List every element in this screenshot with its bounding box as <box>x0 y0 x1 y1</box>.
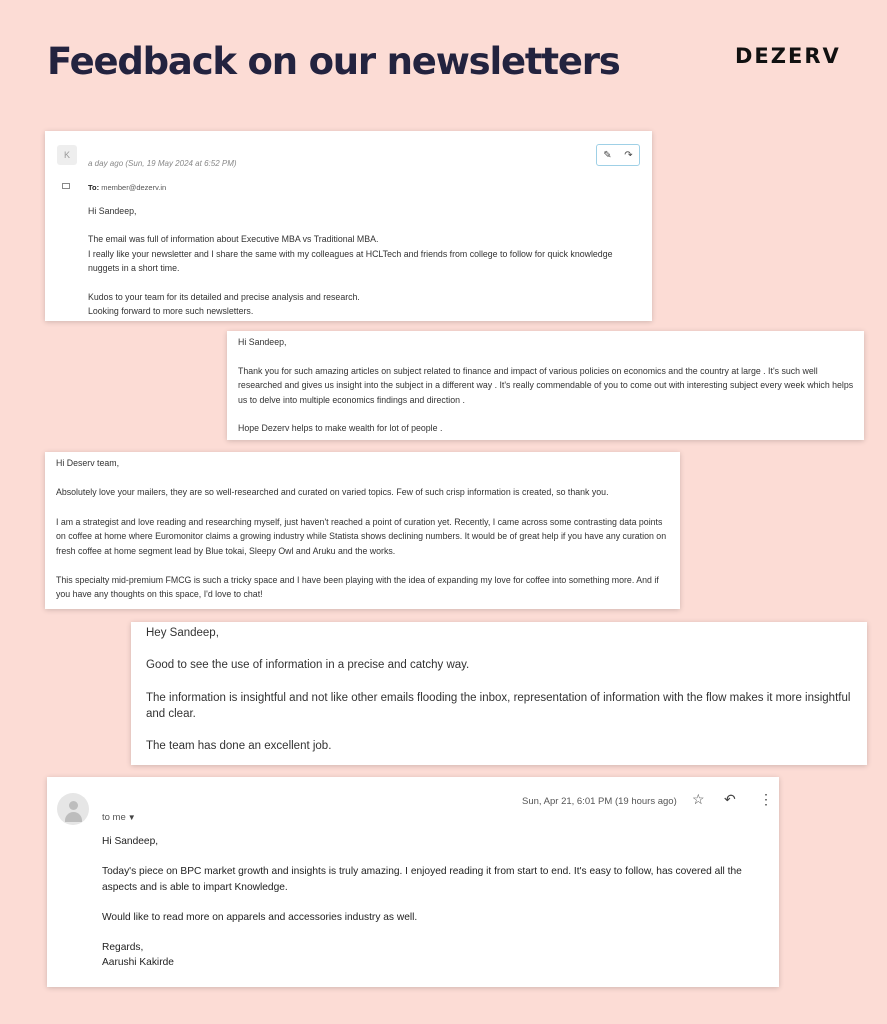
email-paragraph: Hi Sandeep, <box>238 337 287 347</box>
email-paragraph: I am a strategist and love reading and researching myself, just haven't reached a point of curation yet. Recently, I came across some contrasting data points on coffee at home where Euromonitor claims a growing industry while Statista shows declining numbers. It would be of great help if you have any curation on fresh coffee at home segment lead by Blue tokai, Sleepy Owl and Aruku and the works. <box>56 516 667 556</box>
to-address: member@dezerv.in <box>101 183 167 192</box>
email-paragraph: Today's piece on BPC market growth and insights is truly amazing. I enjoyed reading it from start to end. It's easy to follow, has covered all the aspects and is able to impart Knowledge. <box>102 866 742 893</box>
feedback-card-2 <box>227 331 864 440</box>
email-paragraph: Kudos to your team for its detailed and precise analysis and research. Looking forward to more such newsletters. <box>88 291 360 317</box>
email-paragraph: Hey Sandeep, <box>146 627 219 639</box>
email-body <box>238 335 858 436</box>
email-paragraph: Hope Dezerv helps to make wealth for lot of people . <box>238 423 443 433</box>
star-icon[interactable]: ☆ <box>692 791 705 807</box>
email-date: Sun, Apr 21, 6:01 PM (19 hours ago) <box>522 796 677 807</box>
email-paragraph: This specialty mid-premium FMCG is such a tricky space and I have been playing with the idea of expanding my love for coffee into something more. And if you have any thoughts on this space, I'd love to chat! <box>56 575 659 600</box>
avatar-icon <box>57 793 89 825</box>
email-body <box>88 204 628 318</box>
feedback-card-3 <box>45 452 680 609</box>
email-paragraph: Hi Sandeep, <box>88 206 137 216</box>
email-date: a day ago (Sun, 19 May 2024 at 6:52 PM) <box>88 159 237 168</box>
mail-icon <box>62 183 70 189</box>
email-body <box>146 625 856 754</box>
email-paragraph: Hi Deserv team, <box>56 458 120 468</box>
email-paragraph: Thank you for such amazing articles on subject related to finance and impact of various policies on economics and the country at large . It's such well researched and gives us insight into the subject in a different way . It's really commendable of you to come out with interesting subject every week which helps us to delve into multiple economics findings and direction . <box>238 365 854 405</box>
recipient-line <box>88 183 166 192</box>
caret-down-icon: ▼ <box>127 813 136 822</box>
more-vert-icon[interactable]: ⋮ <box>759 791 773 807</box>
email-body <box>102 834 772 971</box>
email-paragraph: Would like to read more on apparels and accessories industry as well. <box>102 911 418 923</box>
email-paragraph: The team has done an excellent job. <box>146 740 332 753</box>
email-signoff: Regards, Aarushi Kakirde <box>102 942 174 969</box>
email-paragraph: Good to see the use of information in a precise and catchy way. <box>146 659 470 672</box>
brand-logo: DEZERV <box>735 44 841 68</box>
recipient-dropdown[interactable] <box>102 812 136 823</box>
email-paragraph: The email was full of information about Executive MBA vs Traditional MBA. I really like your newsletter and I share the same with my colleagues at HCLTech and friends from college to follow for quick knowledge nuggets in a short time. <box>88 234 613 274</box>
page-title: Feedback on our newsletters <box>47 40 620 83</box>
edit-icon[interactable]: ✎ <box>603 149 612 161</box>
email-body <box>56 456 671 602</box>
email-paragraph: Hi Sandeep, <box>102 836 159 847</box>
to-me-label: to me <box>102 812 126 823</box>
forward-icon[interactable]: ↷ <box>624 149 633 161</box>
email-actions <box>596 144 640 166</box>
feedback-card-1 <box>45 131 652 321</box>
sender-avatar: K <box>57 145 77 165</box>
to-label: To: <box>88 183 100 192</box>
email-paragraph: The information is insightful and not like other emails flooding the inbox, representation of information with the flow makes it more insightful and clear. <box>146 691 851 720</box>
reply-icon[interactable]: ↶ <box>724 791 736 807</box>
feedback-card-4 <box>131 622 867 765</box>
email-paragraph: Absolutely love your mailers, they are so well-researched and curated on varied topics. Few of such crisp information is created, so thank you. <box>56 487 609 498</box>
feedback-card-5 <box>47 777 779 987</box>
